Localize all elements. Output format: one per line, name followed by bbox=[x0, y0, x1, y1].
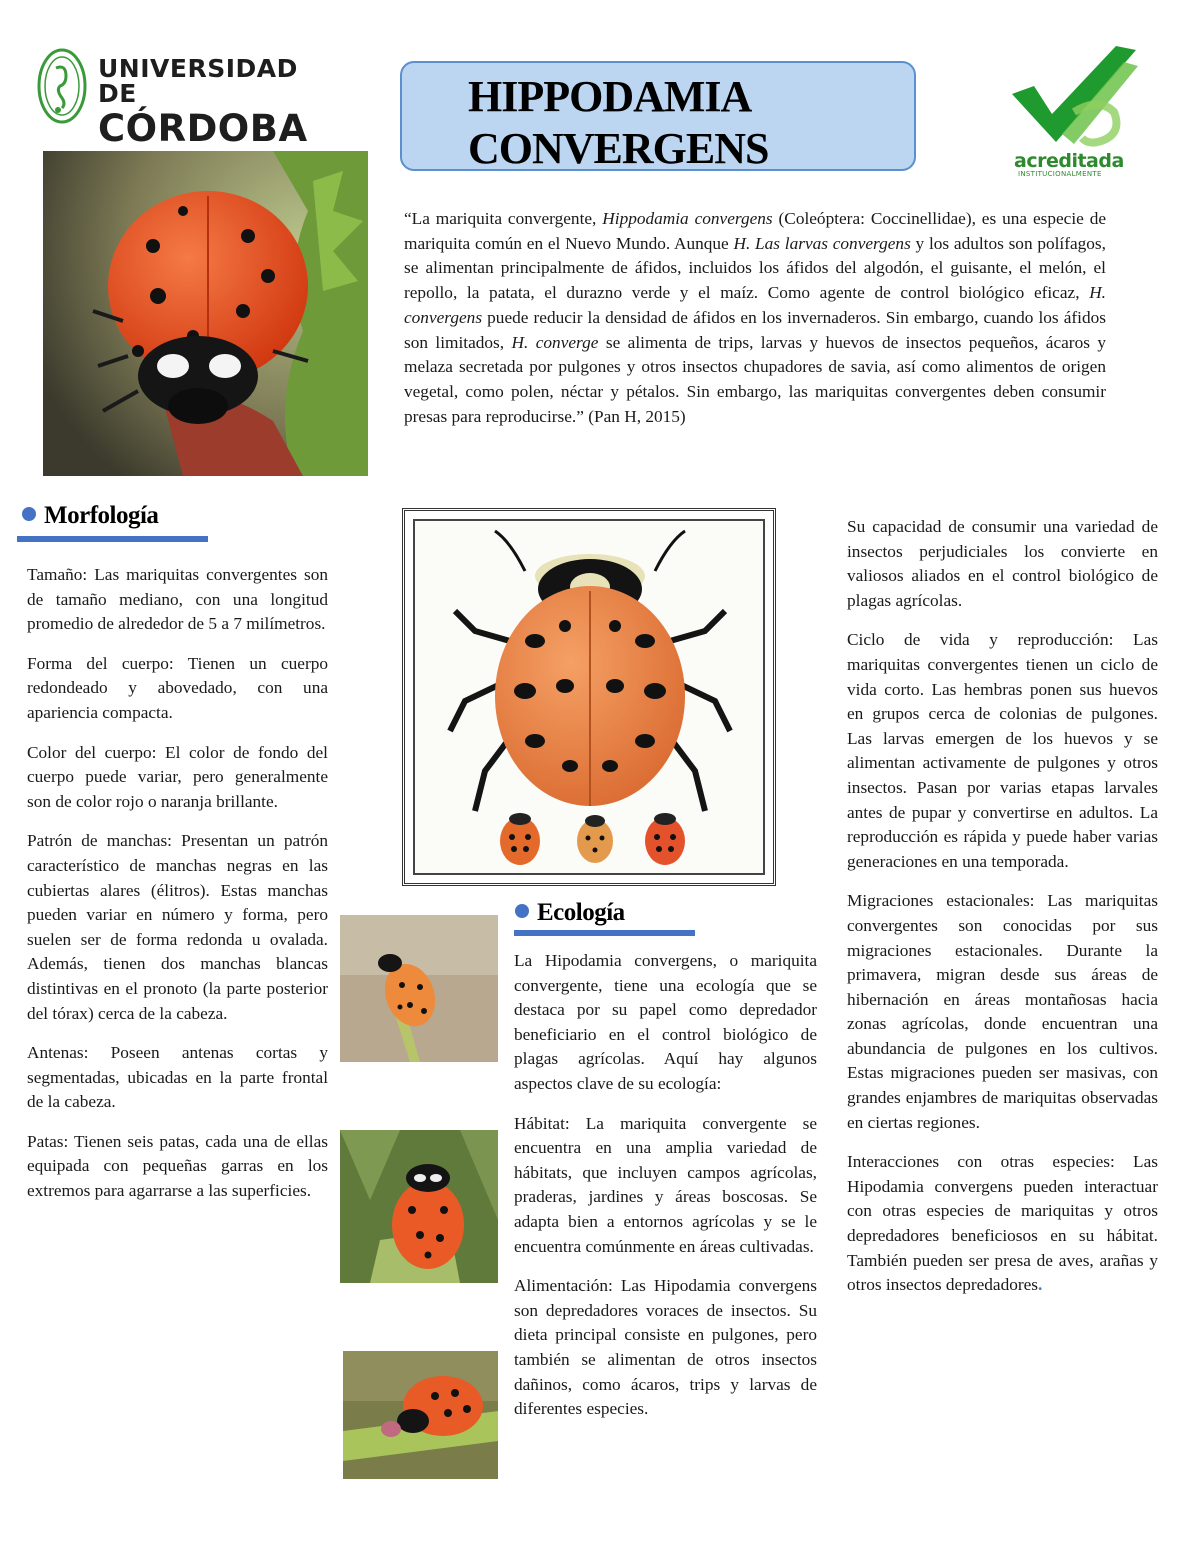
university-name-line2: CÓRDOBA bbox=[98, 107, 308, 150]
quote-text: se alimenta de trips, larvas y huevos de insectos pequeños, ácaros y melaza secretada por pulgones y otros insectos chupadores de savia, así como alimentos de origen vegetal, como polen, néctar y pétalos. Sin embargo, las mariquitas convergentes deben consumir presas para reproducirse.” (Pan H, 2015) bbox=[404, 332, 1106, 426]
right-column-text bbox=[847, 515, 1158, 1313]
paragraph: Migraciones estacionales: Las mariquitas convergentes son conocidas por sus migraciones estacionales. Durante la primavera, migran desde sus áreas de hibernación en áreas montañosas hacia zonas agrícolas, donde encuentran una abundancia de pulgones en los cultivos. Estas migraciones pueden ser masivas, con grandes enjambres de mariquitas observadas en ciertas regiones. bbox=[847, 891, 1158, 1132]
checkmark-icon bbox=[1004, 42, 1139, 152]
section-title: Morfología bbox=[44, 502, 159, 529]
ladybug-on-stem-image bbox=[340, 915, 498, 1062]
intro-quote bbox=[404, 207, 1106, 429]
section-title: Ecología bbox=[537, 899, 625, 926]
section-underline bbox=[17, 536, 208, 542]
paragraph: Su capacidad de consumir una variedad de insectos perjudiciales los convierte en valiosos aliados en el control biológico de plagas agrícolas. bbox=[847, 517, 1158, 610]
quote-text: puede reducir la densidad de áfidos en los invernaderos. Sin embargo, cuando los áfidos son limitados, bbox=[404, 307, 1106, 352]
paragraph: Alimentación: Las Hipodamia convergens son depredadores voraces de insectos. Su dieta principal consiste en pulgones, pero también se alimentan de otros insectos dañinos, como ácaros, trips y larvas de diferentes especies. bbox=[514, 1276, 817, 1419]
accreditation-sublabel: INSTITUCIONALMENTE bbox=[1018, 170, 1102, 178]
end-mark: . bbox=[1038, 1275, 1043, 1295]
paragraph: Antenas: Poseen antenas cortas y segmentadas, ubicadas en la parte frontal de la cabeza. bbox=[27, 1043, 328, 1112]
title-line2: CONVERGENS bbox=[468, 124, 769, 173]
university-logo bbox=[36, 44, 326, 150]
section-heading-ecologia bbox=[515, 899, 625, 927]
accreditation-label: acreditada bbox=[1014, 150, 1124, 172]
paragraph: Forma del cuerpo: Tienen un cuerpo redondeado y abovedado, con una apariencia compacta. bbox=[27, 653, 328, 722]
paragraph: Ciclo de vida y reproducción: Las mariquitas convergentes tienen un ciclo de vida corto. Las hembras ponen sus huevos en grupos cerca de colonias de pulgones. Las larvas emergen de los huevos y se alimentan activamente de pulgones y otros insectos. Pasan por varias etapas larvales antes de pupar y convertirse en adultos. La reproducción es rápida y puede haber varias generaciones en una temporada. bbox=[847, 630, 1158, 871]
accreditation-logo bbox=[1004, 42, 1139, 182]
paragraph: Hábitat: La mariquita convergente se encuentra en una amplia variedad de hábitats, que incluyen campos agrícolas, praderas, jardines y áreas boscosas. Se adapta bien a entornos agrícolas y se le encuentra comúnmente en áreas cultivadas. bbox=[514, 1113, 817, 1256]
ladybug-photo-plant bbox=[340, 1130, 498, 1283]
title-box bbox=[400, 61, 916, 171]
ladybug-illustration-image bbox=[415, 521, 769, 879]
ladybug-photo-main bbox=[43, 151, 368, 476]
quote-species-name: Hippodamia convergens bbox=[602, 209, 773, 228]
paragraph bbox=[847, 1150, 1158, 1298]
ladybug-eating-aphid-image bbox=[343, 1351, 498, 1479]
university-seal-icon bbox=[36, 46, 92, 126]
paragraph: Patas: Tienen seis patas, cada una de ellas equipada con pequeñas garras en los extremos para agarrarse a las superficies. bbox=[27, 1131, 328, 1201]
title-line1: HIPPODAMIA bbox=[468, 72, 752, 121]
bullet-icon bbox=[515, 904, 529, 918]
quote-species-name: H. converge bbox=[511, 332, 599, 352]
paragraph-text: Interacciones con otras especies: Las Hipodamia convergens pueden interactuar con otras especies de mariquitas y otros depredadores beneficiosos en su hábitat. También pueden ser presa de aves, arañas y otros insectos depredadores bbox=[847, 1152, 1158, 1295]
paragraph: Color del cuerpo: El color de fondo del cuerpo puede variar, pero generalmente son de color rojo o naranja brillante. bbox=[27, 742, 328, 811]
paragraph: La Hipodamia convergens, o mariquita convergente, tiene una ecología que se destaca por su papel como depredador beneficiario en el control biológico de plagas agrícolas. Aquí hay algunos aspectos clave de su ecología: bbox=[514, 951, 817, 1093]
section-underline bbox=[514, 930, 695, 936]
paragraph: Tamaño: Las mariquitas convergentes son de tamaño mediano, con una longitud promedio de alrededor de 5 a 7 milímetros. bbox=[27, 565, 328, 634]
page-title bbox=[468, 71, 769, 175]
morfologia-text bbox=[27, 563, 328, 1219]
quote-text: (Coleóptera: Coccinellidae), es una especie de mariquita común en el Nuevo Mundo. Aunque bbox=[404, 209, 1106, 253]
university-name-line1: UNIVERSIDAD DE bbox=[98, 54, 298, 108]
ecologia-text bbox=[514, 949, 817, 1437]
bullet-icon bbox=[22, 507, 36, 521]
quote-text: y los adultos son polífagos, se alimentan principalmente de áfidos, incluidos los áfidos del algodón, el guisante, el melón, el repollo, la patata, el durazno verde y el maíz. Como agente de control biológico eficaz, bbox=[404, 233, 1106, 303]
ladybug-photo-aphid bbox=[343, 1351, 498, 1479]
ladybug-illustration-frame bbox=[402, 508, 776, 886]
quote-species-name: H. Las larvas convergens bbox=[733, 233, 911, 253]
ladybug-photo-stem bbox=[340, 915, 498, 1062]
section-heading-morfologia bbox=[22, 502, 158, 530]
ladybug-on-leaf-image bbox=[43, 151, 368, 476]
ladybug-on-plant-image bbox=[340, 1130, 498, 1283]
quote-text: “La mariquita convergente, bbox=[404, 209, 603, 228]
quote-species-name: H. convergens bbox=[404, 283, 1106, 327]
paragraph: Patrón de manchas: Presentan un patrón característico de manchas negras en las cubiertas alares (élitros). Estas manchas pueden variar en número y forma, pero suelen ser de forma redonda u ovalada. Además, tienen dos manchas blancas distintivas en el pronoto (la parte posterior del tórax) cerca de la cabeza. bbox=[27, 831, 328, 1023]
